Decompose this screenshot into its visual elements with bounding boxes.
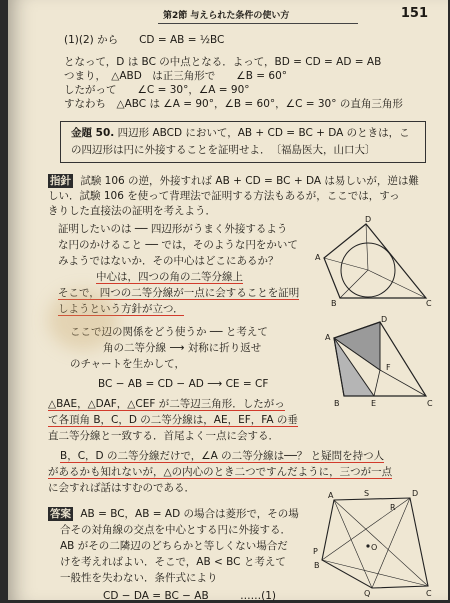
text-line: に会すれば話はすむのである． [48,482,195,494]
label-A: A [315,253,321,262]
text-line: 角の二等分線 ⟶ 対称に折り返せ [103,342,262,354]
problem-line-1 [71,126,410,140]
label-A: A [328,491,334,500]
text-line: のチャートを生かして， [70,358,185,370]
text-line: きりした直接法の証明を考えよう． [48,205,216,217]
underlined-text: そこで，四つの二等分線が一点に会することを証明 [58,287,300,299]
problem-box [60,121,426,163]
hint-line-1 [48,174,419,188]
text-line: すなわち △ABC は ∠A = 90°，∠B = 60°，∠C = 30° の直角三角形 [64,98,403,110]
text-line: けを考えればよい．そこで，AB < BC と考えて [60,556,286,568]
text-line: BC − AB = CD − AD ⟶ CE = CF [98,378,269,390]
text-line: AB がその二隣辺のどちらかと等しくない場合だ [60,540,288,552]
text-line: 合その対角線の交点を中心とする円に外接する． [60,524,291,536]
page-number: 151 [400,6,428,21]
text-line: (1)(2) から CD = AB = ½BC [64,34,225,46]
text-line: 証明したいのは ── 四辺形がうまく外接するよう [58,223,288,235]
label-C: C [426,299,432,308]
answer-line-1 [48,507,299,521]
label-C: C [426,589,432,598]
figure-answer [313,488,435,598]
hint-tag: 指針 [50,175,71,187]
text-line: つまり， △ABD は正三角形で ∠B = 60° [64,70,287,82]
quadrilateral [324,224,426,298]
label-Q: Q [364,589,371,598]
problem-text: 四辺形 ABCD において，AB + CD = BC + DA のときは，こ [117,127,410,139]
text-line: ここで辺の関係をどう使うか ── と考えて [70,326,268,338]
text-line: みようではないか．その中心はどこにあるか？ [58,255,279,267]
text-line: CD − DA = BC − AB ……(1) [103,590,277,602]
chapter-title: 第2節 与えられた条件の使い方 [163,11,290,21]
text-line: となって，D は BC の中点となる．よって，BD = CD = AD = AB [64,56,382,68]
underlined-text: しようという方針が立つ． [58,303,184,315]
hint-text: 試験 106 の逆，外接すれば AB + CD = BC + DA は易しいが，逆は難 [80,175,419,187]
label-P: P [313,547,318,556]
label-B: B [334,399,340,408]
answer-text: AB = BC，AB = AD の場合は菱形で，その場 [80,508,299,520]
text-line: しい．試験 106 を使って背理法で証明する方法もあるが，ここでは，すっ [48,190,400,202]
label-S: S [364,489,370,498]
label-D: D [381,315,388,324]
label-C: C [427,399,433,408]
answer-tag: 答案 [50,508,71,520]
label-A: A [325,333,331,342]
problem-line-2: の四辺形は円に外接することを証明せよ． 〔福島医大，山口大〕 [71,144,376,156]
header-rule [158,23,358,24]
label-B: B [314,561,320,570]
page-header [8,6,448,26]
label-R: R [390,503,396,512]
text-line: な円のかけること ── では，そのような円をかいて [58,239,298,251]
underlined-text: B，C，D の二等分線だけで，∠A の二等分線は──？ と疑問を持つ人 [60,450,385,462]
label-F: F [386,363,391,372]
label-E: E [371,399,377,408]
text-line: したがって ∠C = 30°，∠A = 90° [64,84,250,96]
underlined-text: て各頂角 B，C，D の二等分線は，AE，EF，FA の垂 [48,414,298,426]
text-line: 一般性を失わない．条件式により [60,572,218,584]
underlined-text: 中心は，四つの角の二等分線上 [96,271,243,283]
book-page [8,0,448,600]
underlined-text: △BAE，△DAF，△CEF が二等辺三角形．したがっ [48,398,285,410]
label-D: D [365,215,372,224]
label-D: D [412,489,419,498]
problem-tag: 金題 50. [71,127,115,139]
figure-folding [325,315,436,410]
text-line: 直二等分線と一致する．首尾よく一点に会する． [48,430,279,442]
label-O: O [371,543,378,552]
figure-incircle [315,215,433,310]
label-B: B [331,299,337,308]
underlined-text: があるかも知れないが，△の内心のとき二つですんだように，三つが一点 [48,466,393,478]
